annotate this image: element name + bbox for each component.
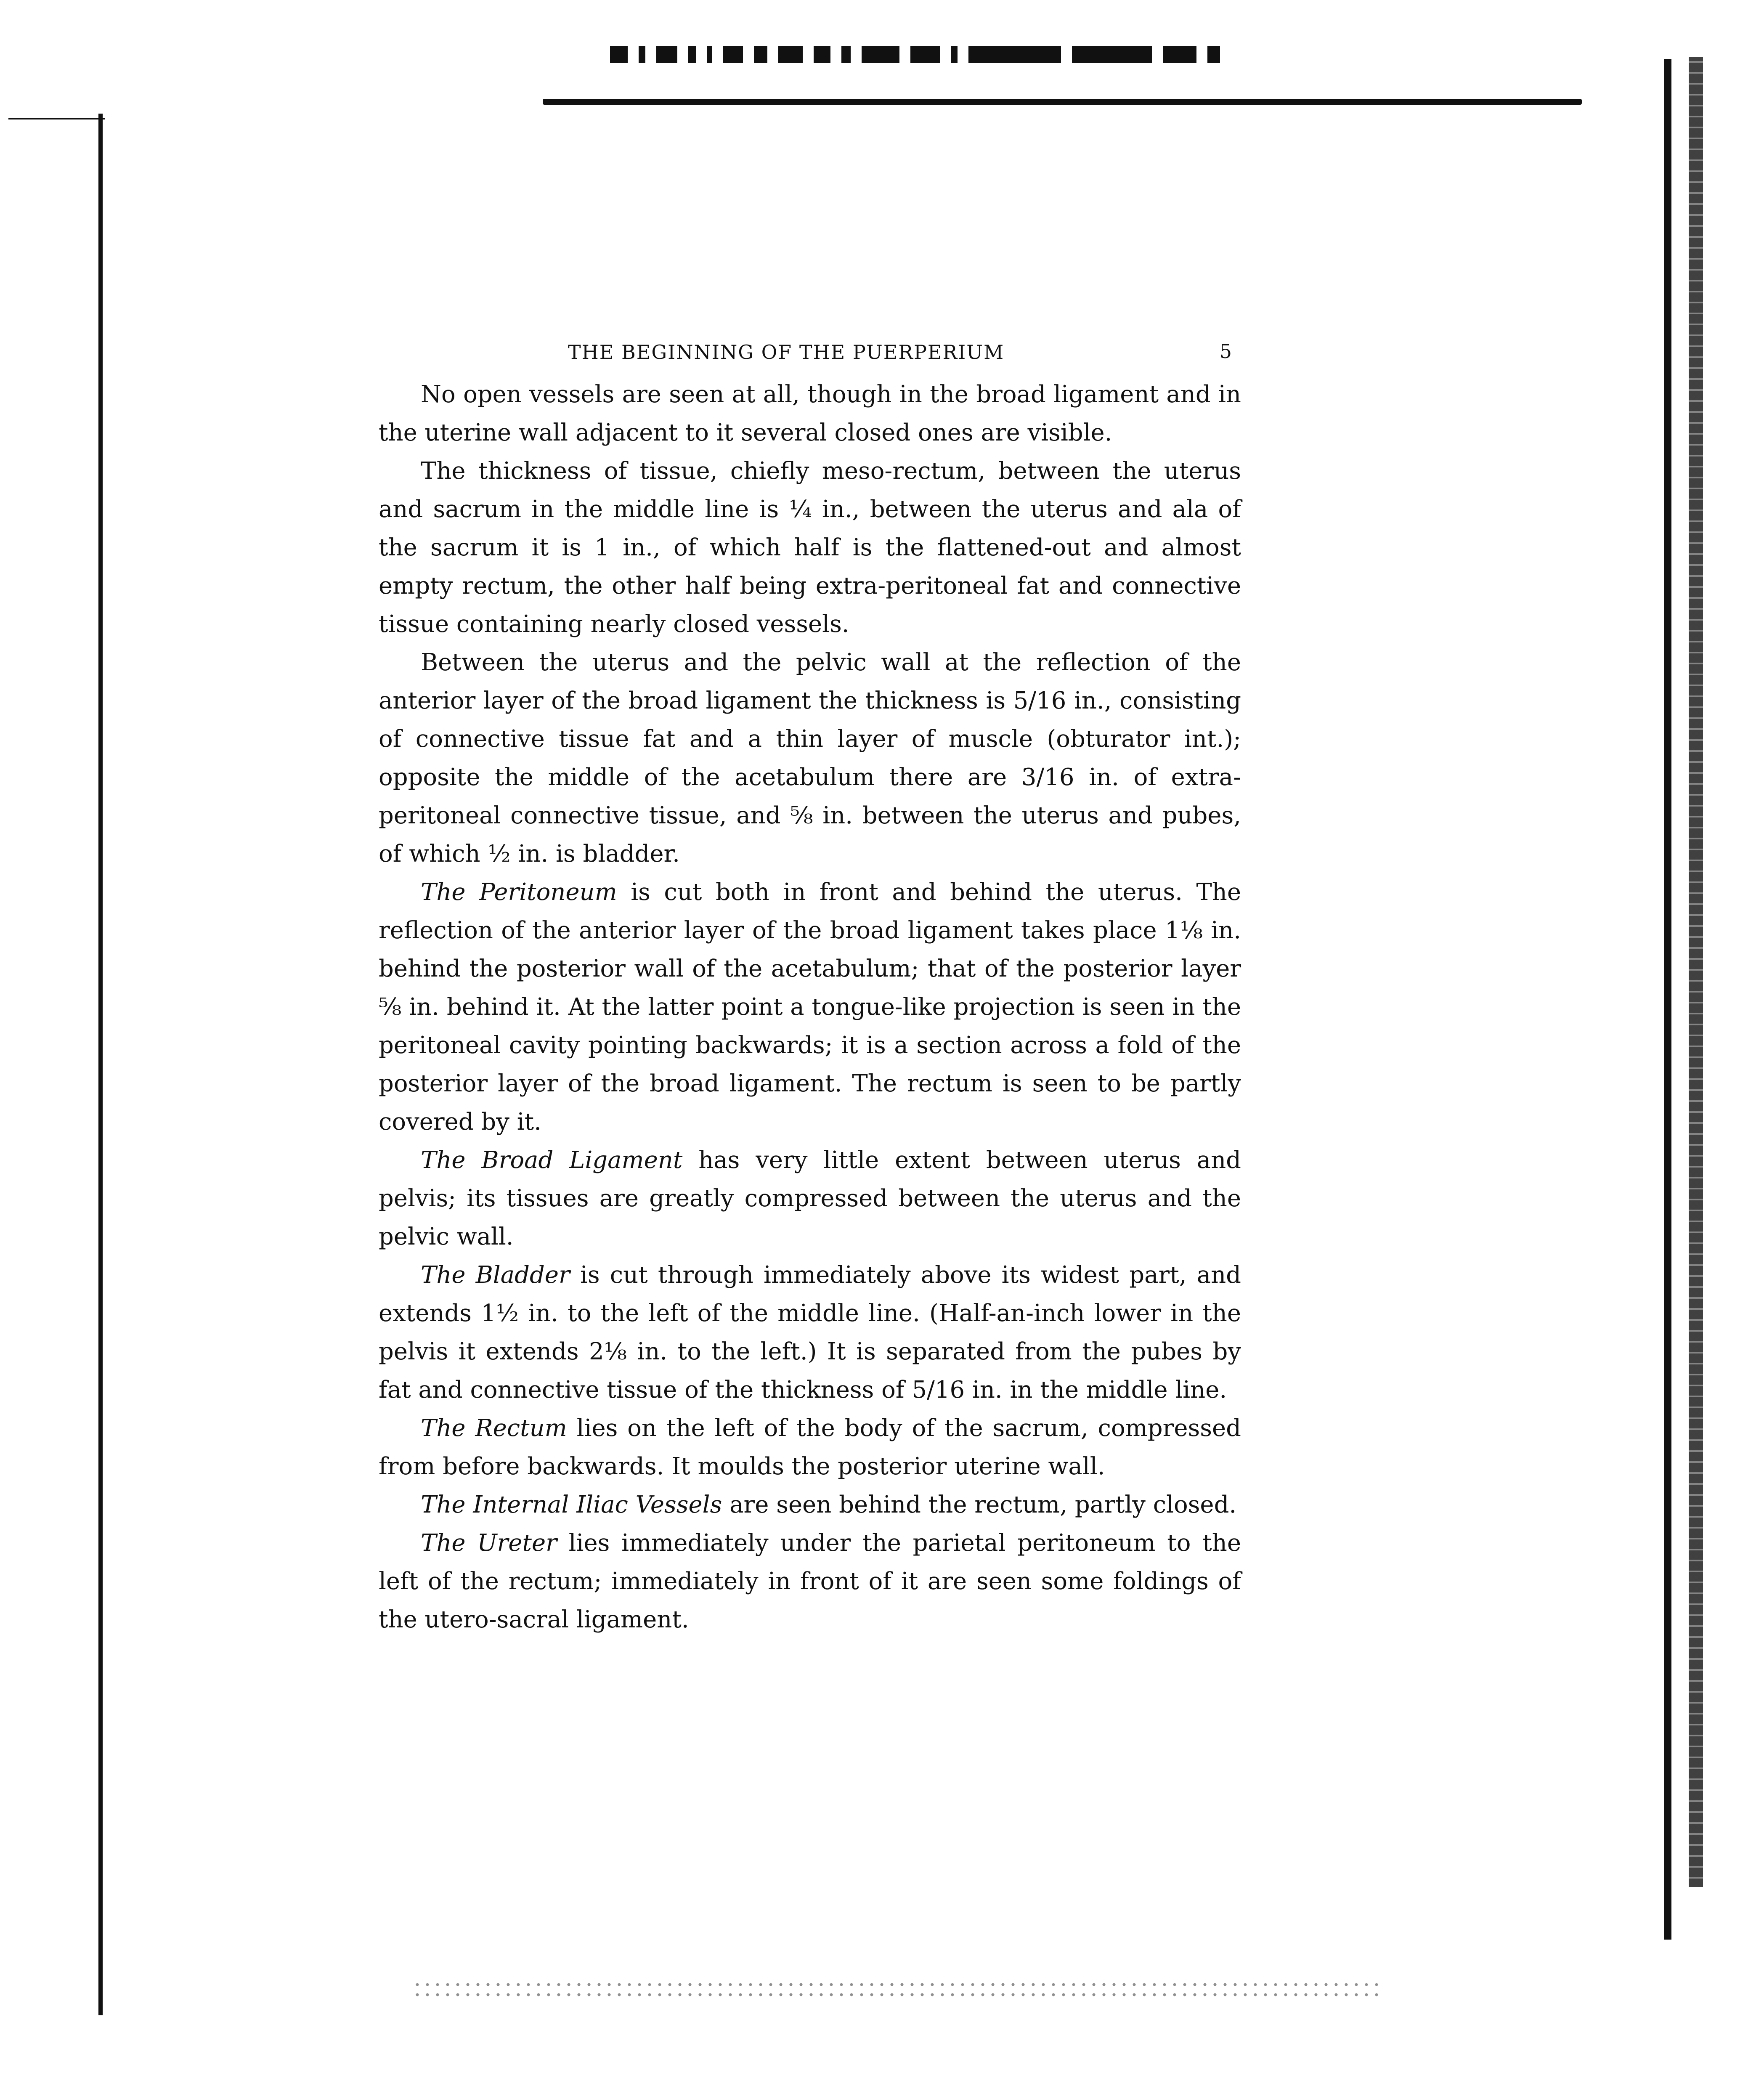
document-page [379,332,1241,1805]
paragraph [379,643,1241,873]
scan-right-edge [1664,59,1671,1940]
paragraph [379,1409,1241,1486]
paragraph-heading: The Broad Ligament [421,1147,683,1174]
paragraph-text: is cut both in front and behind the uterus. The reflection of the anterior layer of the broad ligament takes place 1⅛ in. behind the posterior wall of the acetabulum; that of the posterior layer ⅝ in. behind it. At the latter point a tongue-like projection is seen in the peritoneal cavity pointing backwards; it is a section across a fold of the posterior layer of the broad ligament. The rectum is seen to be partly covered by it. [379,878,1241,1136]
scan-bottom-noise [412,1980,1380,1996]
scan-right-texture [1689,57,1703,1887]
paragraph [379,1486,1241,1524]
paragraph [379,375,1241,452]
paragraph-heading: The Rectum [421,1415,567,1442]
paragraph-text: has very little extent between uterus and pelvis; its tissues are greatly compressed between the uterus and the pelvic wall. [379,1147,1241,1250]
paragraph [379,1141,1241,1256]
paragraph-text: is cut through immediately above its widest part, and extends 1½ in. to the left of the middle line. (Half-an-inch lower in the pelvis it extends 2⅛ in. to the left.) It is separated from the pubes by fat and connective tissue of the thickness of 5/16 in. in the middle line. [379,1261,1241,1404]
paragraph-text: The thickness of tissue, chiefly meso-rectum, between the uterus and sacrum in the middle line is ¼ in., between the uterus and ala of the sacrum it is 1 in., of which half is the flattened-out and almost empty rectum, the other half being extra-peritoneal fat and connective tissue containing nearly closed vessels. [379,457,1241,638]
paragraph-text: No open vessels are seen at all, though in the broad ligament and in the uterine wall adjacent to it several closed ones are visible. [379,381,1241,446]
paragraph [379,1524,1241,1639]
paragraph [379,873,1241,1141]
paragraph-text: Between the uterus and the pelvic wall at the reflection of the anterior layer of the broad ligament the thickness is 5/16 in., consisting of connective tissue fat and a thin layer of muscle (obturator int.); opposite the middle of the acetabulum there are 3/16 in. of extra-peritoneal connective tissue, and ⅝ in. between the uterus and pubes, of which ½ in. is bladder. [379,649,1241,868]
paragraph-heading: The Bladder [421,1261,570,1289]
paragraph-heading: The Internal Iliac Vessels [421,1491,722,1518]
paragraph-text: lies immediately under the parietal peritoneum to the left of the rectum; immediately in front of it are seen some foldings of the utero-sacral ligament. [379,1529,1241,1633]
scan-top-marks [610,29,1586,63]
paragraph-heading: The Peritoneum [421,878,617,906]
scan-left-edge [98,114,103,2015]
scan-left-cap [8,118,105,119]
page-number: 5 [1219,340,1233,363]
running-title: THE BEGINNING OF THE PUERPERIUM [568,341,1005,364]
paragraph-text: lies on the left of the body of the sacrum, compressed from before backwards. It moulds the posterior uterine wall. [379,1415,1241,1480]
paragraph [379,1256,1241,1409]
paragraph [379,452,1241,643]
scan-top-edge [543,99,1582,105]
paragraph-text: are seen behind the rectum, partly closed. [722,1491,1237,1518]
body-text [379,375,1241,1639]
paragraph-heading: The Ureter [421,1529,557,1557]
running-header [379,332,1241,379]
